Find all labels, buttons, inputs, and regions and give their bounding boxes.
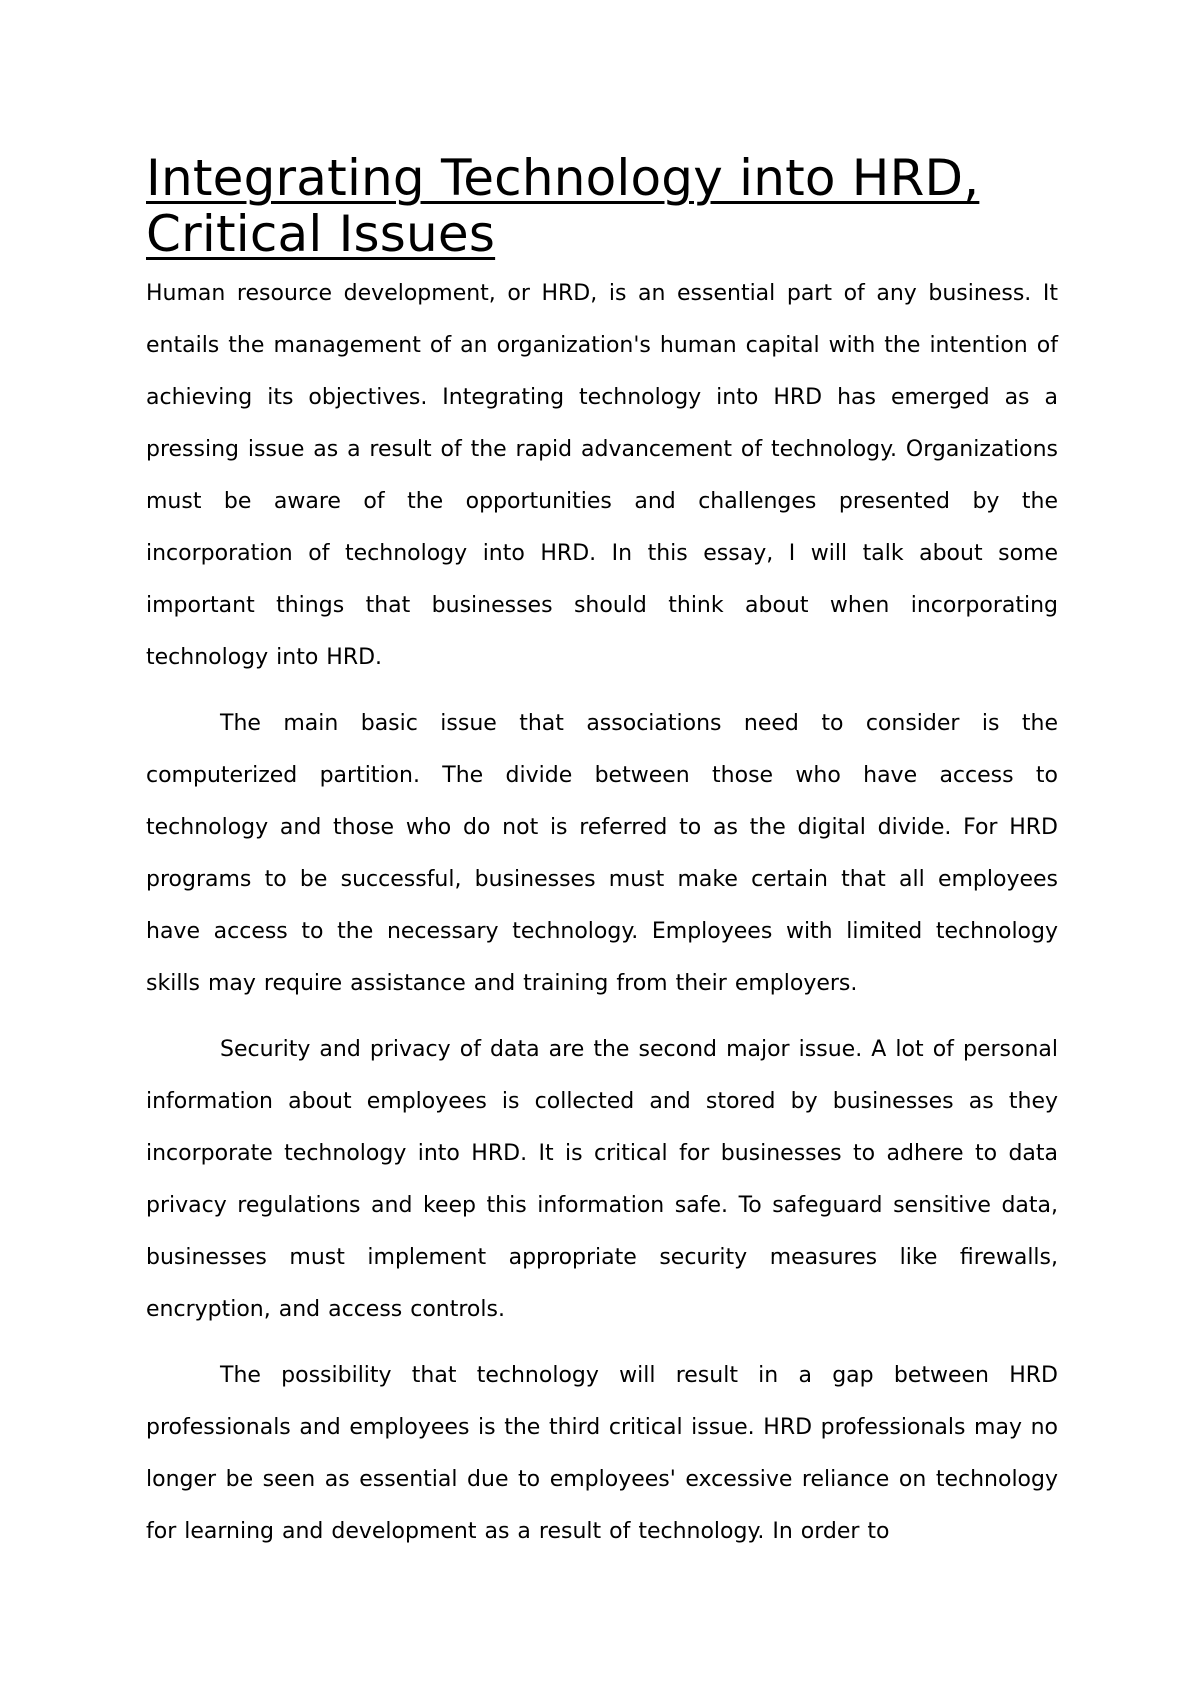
document-body xyxy=(146,150,1058,1572)
document-title xyxy=(146,150,1058,262)
paragraph-digital-divide: The main basic issue that associations need to consider is the computerized partition. The divide between those who have access to technology and those who do not is referred to as the digital divide. For HRD programs to be successful, businesses must make certain that all employees have access to the necessary technology. Employees with limited technology skills may require assistance and training from their employers. xyxy=(146,711,1058,996)
title-line-2: Critical Issues xyxy=(146,205,496,263)
title-line-1: Integrating Technology into HRD, xyxy=(146,149,980,207)
paragraph-intro: Human resource development, or HRD, is an essential part of any business. It entails the management of an organization's human capital with the intention of achieving its objectives. Integrating technology into HRD has emerged as a pressing issue as a result of the rapid advancement of technology. Organizations must be aware of the opportunities and challenges presented by the incorporation of technology into HRD. In this essay, I will talk about some important things that businesses should think about when incorporating technology into HRD. xyxy=(146,281,1058,670)
paragraph-professional-gap: The possibility that technology will result in a gap between HRD professionals and employees is the third critical issue. HRD professionals may no longer be seen as essential due to employees' excessive reliance on technology for learning and development as a result of technology. In order to xyxy=(146,1363,1058,1544)
paragraph-data-security: Security and privacy of data are the second major issue. A lot of personal information about employees is collected and stored by businesses as they incorporate technology into HRD. It is critical for businesses to adhere to data privacy regulations and keep this information safe. To safeguard sensitive data, businesses must implement appropriate security measures like firewalls, encryption, and access controls. xyxy=(146,1037,1058,1322)
